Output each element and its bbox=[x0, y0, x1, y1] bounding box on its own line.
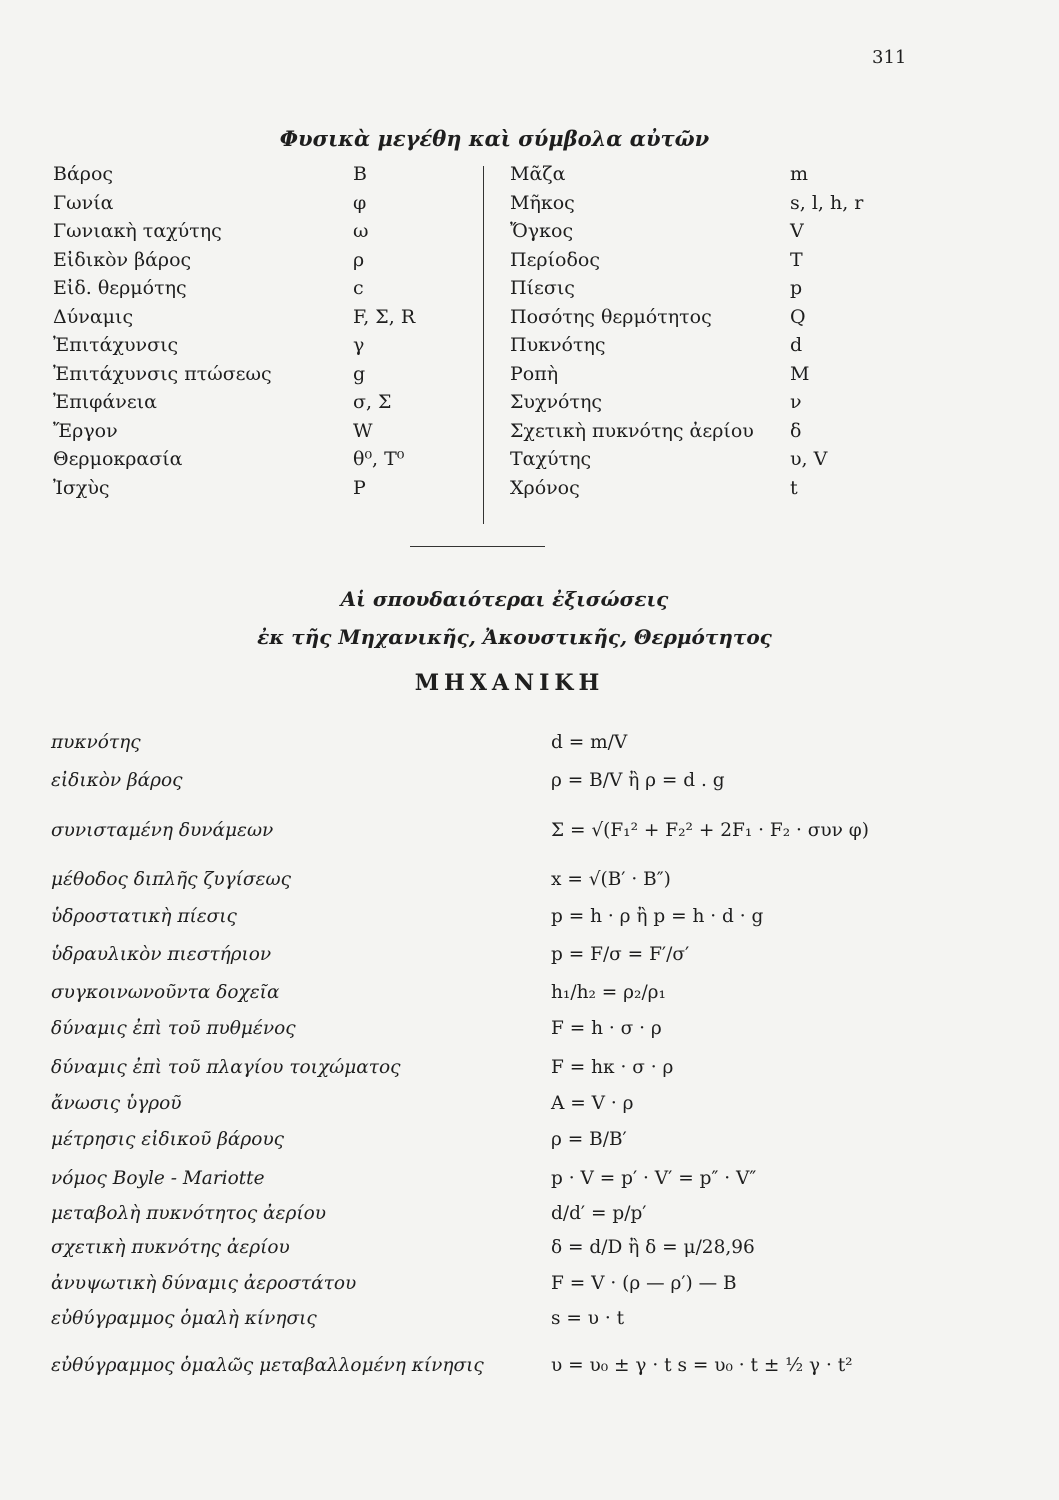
symbol-row bbox=[53, 388, 473, 417]
quantity-name: Ἐπιτάχυνσις πτώσεως bbox=[53, 362, 272, 385]
quantity-symbol: c bbox=[353, 277, 364, 299]
quantity-symbol: F, Σ, R bbox=[353, 305, 416, 328]
quantity-name: Εἰδ. θερμότης bbox=[53, 277, 187, 299]
equation-formula: F = V · (ρ — ρ′) — B bbox=[551, 1273, 737, 1294]
quantity-name: Βάρος bbox=[53, 163, 114, 185]
equation-formula: d = m/V bbox=[551, 732, 628, 753]
symbol-row bbox=[53, 303, 473, 332]
equation-label: ἄνωσις ὑγροῦ bbox=[51, 1093, 182, 1114]
quantity-name: Ἐπιτάχυνσις bbox=[53, 334, 179, 356]
quantity-symbol: g bbox=[353, 362, 366, 385]
quantity-symbol: ρ bbox=[353, 248, 365, 271]
equation-label: πυκνότης bbox=[51, 732, 141, 753]
equation-label: εὐθύγραμμος ὁμαλὴ κίνησις bbox=[51, 1308, 317, 1329]
quantity-symbol: B bbox=[353, 163, 367, 185]
quantity-symbol: Q bbox=[790, 305, 806, 328]
quantity-symbol: P bbox=[353, 476, 366, 499]
symbol-row bbox=[510, 331, 910, 360]
quantity-symbol: σ, Σ bbox=[353, 391, 392, 413]
quantity-name: Χρόνος bbox=[510, 476, 580, 499]
equation-formula: δ = d/D ἢ δ = μ/28,96 bbox=[551, 1237, 755, 1258]
equation-label: εὐθύγραμμος ὁμαλῶς μεταβαλλομένη κίνησις bbox=[51, 1355, 484, 1376]
quantity-symbol: p bbox=[790, 277, 803, 299]
equation-label: συνισταμένη δυνάμεων bbox=[51, 820, 274, 841]
symbol-row bbox=[53, 331, 473, 360]
symbol-row bbox=[510, 303, 910, 332]
equation-formula: d/d′ = p/p′ bbox=[551, 1203, 647, 1224]
quantity-symbol: υ, V bbox=[790, 448, 828, 470]
symbol-row bbox=[53, 417, 473, 446]
equation-label: μέτρησις εἰδικοῦ βάρους bbox=[51, 1129, 285, 1150]
symbol-row bbox=[53, 217, 473, 246]
equation-formula: υ = υ₀ ± γ · t s = υ₀ · t ± ½ γ · t² bbox=[551, 1355, 853, 1376]
quantity-name: Ἐπιφάνεια bbox=[53, 391, 157, 413]
symbol-row bbox=[510, 274, 910, 303]
quantity-symbol: ν bbox=[790, 391, 802, 413]
equation-label: ἀνυψωτικὴ δύναμις ἀεροστάτου bbox=[51, 1273, 357, 1294]
symbol-row bbox=[53, 274, 473, 303]
quantity-symbol: t bbox=[790, 476, 798, 499]
quantity-symbol: φ bbox=[353, 191, 367, 214]
column-divider bbox=[483, 166, 484, 524]
symbol-row bbox=[510, 445, 910, 474]
quantity-name: Θερμοκρασία bbox=[53, 448, 183, 470]
equation-label: σχετικὴ πυκνότης ἀερίου bbox=[51, 1237, 290, 1258]
quantity-symbol: ω bbox=[353, 220, 369, 242]
quantity-symbol: d bbox=[790, 334, 803, 356]
symbol-row bbox=[510, 189, 910, 218]
quantity-symbol: T bbox=[790, 248, 803, 271]
quantity-symbol: M bbox=[790, 362, 810, 385]
equations-title: Αἱ σπουδαιότεραι ἐξισώσεις bbox=[340, 587, 669, 611]
equation-label: εἰδικὸν βάρος bbox=[51, 770, 183, 791]
equation-label: μεταβολὴ πυκνότητος ἀερίου bbox=[51, 1203, 326, 1224]
symbols-title: Φυσικὰ μεγέθη καὶ σύμβολα αὐτῶν bbox=[279, 126, 710, 151]
equation-label: δύναμις ἐπὶ τοῦ πλαγίου τοιχώματος bbox=[51, 1057, 401, 1078]
symbol-row bbox=[53, 246, 473, 275]
quantity-symbol: s, l, h, r bbox=[790, 191, 864, 214]
quantity-name: Ποσότης θερμότητος bbox=[510, 305, 712, 328]
quantity-name: Ροπὴ bbox=[510, 362, 559, 385]
equations-subtitle: ἐκ τῆς Μηχανικῆς, Ἀκουστικῆς, Θερμότητος bbox=[257, 625, 772, 649]
symbol-row bbox=[53, 445, 473, 474]
equation-formula: F = h · σ · ρ bbox=[551, 1018, 662, 1039]
symbol-row bbox=[53, 360, 473, 389]
equation-label: ὑδραυλικὸν πιεστήριον bbox=[51, 944, 272, 965]
symbols-right-column bbox=[510, 160, 910, 502]
equation-formula: p · V = p′ · V′ = p″ · V″ bbox=[551, 1168, 757, 1189]
symbol-row bbox=[53, 189, 473, 218]
quantity-name: Πίεσις bbox=[510, 277, 575, 299]
quantity-symbol: θ⁰, T⁰ bbox=[353, 448, 405, 470]
quantity-name: Συχνότης bbox=[510, 391, 603, 413]
equation-formula: ρ = B/B′ bbox=[551, 1129, 627, 1150]
quantity-name: Μῆκος bbox=[510, 191, 575, 214]
quantity-name: Ἰσχὺς bbox=[53, 476, 110, 499]
equation-formula: Σ = √(F₁² + F₂² + 2F₁ · F₂ · συν φ) bbox=[551, 820, 869, 841]
quantity-symbol: γ bbox=[353, 334, 365, 356]
quantity-name: Εἰδικὸν βάρος bbox=[53, 248, 192, 271]
equation-formula: x = √(B′ · B″) bbox=[551, 869, 671, 890]
quantity-name: Ὄγκος bbox=[510, 220, 574, 242]
symbol-row bbox=[510, 417, 910, 446]
quantity-symbol: δ bbox=[790, 419, 802, 442]
quantity-name: Δύναμις bbox=[53, 305, 134, 328]
equation-label: μέθοδος διπλῆς ζυγίσεως bbox=[51, 869, 291, 890]
equation-formula: s = υ · t bbox=[551, 1308, 625, 1329]
symbol-row bbox=[510, 217, 910, 246]
symbols-left-column bbox=[53, 160, 473, 502]
equation-formula: F = hκ · σ · ρ bbox=[551, 1057, 674, 1078]
quantity-name: Ἔργον bbox=[53, 419, 118, 442]
equation-label: συγκοινωνοῦντα δοχεῖα bbox=[51, 982, 280, 1003]
quantity-symbol: m bbox=[790, 163, 809, 185]
symbol-row bbox=[510, 388, 910, 417]
quantity-name: Περίοδος bbox=[510, 248, 600, 271]
equation-formula: ρ = B/V ἢ ρ = d . g bbox=[551, 770, 725, 791]
quantity-name: Ταχύτης bbox=[510, 448, 592, 470]
symbol-row bbox=[53, 160, 473, 189]
page-number: 311 bbox=[872, 47, 907, 68]
section-heading: ΜΗΧΑΝΙΚΗ bbox=[414, 670, 605, 696]
symbol-row bbox=[53, 474, 473, 503]
equation-formula: A = V · ρ bbox=[551, 1093, 634, 1114]
section-divider bbox=[410, 546, 545, 547]
quantity-symbol: V bbox=[790, 220, 804, 242]
quantity-name: Μᾶζα bbox=[510, 163, 566, 185]
quantity-name: Γωνιακὴ ταχύτης bbox=[53, 220, 222, 242]
equation-label: ὑδροστατικὴ πίεσις bbox=[51, 906, 237, 927]
quantity-name: Σχετικὴ πυκνότης ἀερίου bbox=[510, 419, 754, 442]
quantity-name: Πυκνότης bbox=[510, 334, 606, 356]
symbol-row bbox=[510, 474, 910, 503]
quantity-symbol: W bbox=[353, 419, 373, 442]
equation-formula: h₁/h₂ = ρ₂/ρ₁ bbox=[551, 982, 666, 1003]
quantity-name: Γωνία bbox=[53, 191, 114, 214]
symbol-row bbox=[510, 160, 910, 189]
symbol-row bbox=[510, 246, 910, 275]
symbol-row bbox=[510, 360, 910, 389]
equation-formula: p = h · ρ ἢ p = h · d · g bbox=[551, 906, 764, 927]
equation-label: δύναμις ἐπὶ τοῦ πυθμένος bbox=[51, 1018, 296, 1039]
equation-label: νόμος Boyle - Mariotte bbox=[51, 1168, 265, 1189]
equation-formula: p = F/σ = F′/σ′ bbox=[551, 944, 690, 965]
